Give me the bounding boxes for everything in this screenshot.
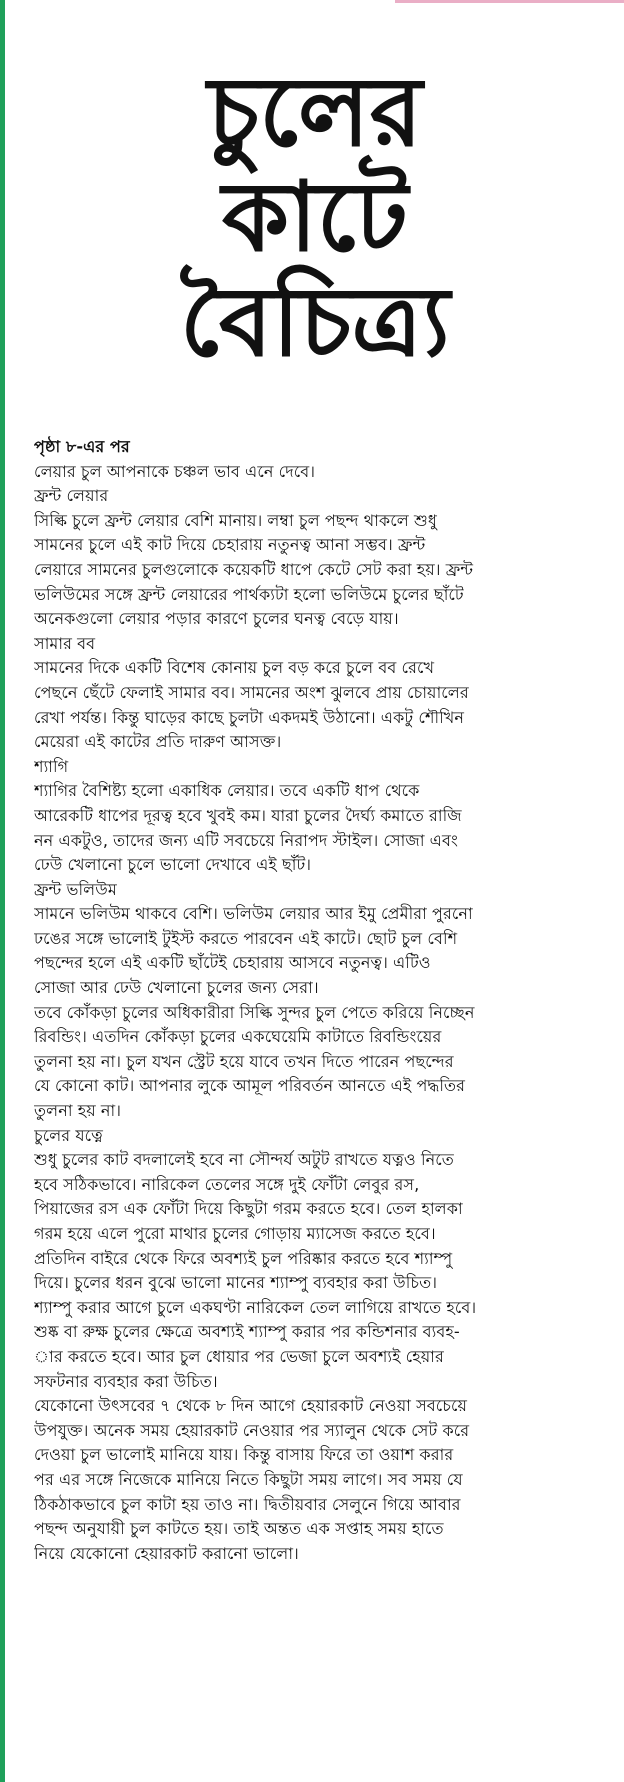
article-line: সামনে ভলিউম থাকবে বেশি। ভলিউম লেয়ার আর ইমু প্রেমীরা পুরনো [34,904,473,924]
article-line: সোজা আর ঢেউ খেলানো চুলের জন্য সেরা। [34,978,319,998]
article-line: পছন্দের হলে এই একটি ছাঁটেই চেহারায় আসবে নতুনত্ব। এটিও [34,953,431,973]
section-heading: ফ্রন্ট ভলিউম [34,879,117,899]
article-line: ঢঙের সঙ্গে ভালোই টুইস্ট করতে পারবেন এই কাটে। ছোট চুল বেশি [34,928,458,948]
article-line: রিবন্ডিং। এতদিন কোঁকড়া চুলের একঘেয়েমি কাটাতে রিবন্ডিংয়ের [34,1027,442,1047]
article-line: গরম হয়ে এলে পুরো মাথার চুলের গোড়ায় ম্যাসেজ করতে হবে। [34,1224,436,1243]
article-line: পছন্দ অনুযায়ী চুল কাটতে হয়। তাই অন্তত এক সপ্তাহ সময় হাতে [34,1519,444,1539]
article-line: শুষ্ক বা রুক্ষ চুলের ক্ষেত্রে অবশ্যই শ্যাম্পু করার পর কন্ডিশনার ব্যবহ- [34,1322,460,1342]
article-line: শ্যাম্পু করার আগে চুলে একঘণ্টা নারিকেল তেল লাগিয়ে রাখতে হবে। [34,1297,477,1317]
article-line: পিয়াজের রস এক ফোঁটা দিয়ে কিছুটা গরম করতে হবে। তেল হালকা [34,1199,463,1219]
top-accent-bar [395,0,624,3]
article-line: দেওয়া চুল ভালোই মানিয়ে যায়। কিন্তু বাসায় ফিরে তা ওয়াশ করার [34,1445,454,1465]
article-line: মেয়েরা এই কাটের প্রতি দারুণ আসক্ত। [34,732,282,752]
article-line: তবে কোঁকড়া চুলের অধিকারীরা সিল্কি সুন্দর চুল পেতে করিয়ে নিচ্ছেন [34,1002,475,1022]
section-heading: সামার বব [34,633,96,653]
left-margin-rule [0,0,5,1782]
article-line: ার করতে হবে। আর চুল ধোয়ার পর ভেজা চুলে অবশ্যই হেয়ার [34,1346,444,1366]
continued-from-note: পৃষ্ঠা ৮-এর পর [34,437,130,456]
article-line: তুলনা হয় না। চুল যখন স্ট্রেট হয়ে যাবে তখন দিতে পারেন পছন্দের [34,1051,454,1071]
headline [150,56,480,378]
article-line: শুধু চুলের কাট বদলালেই হবে না সৌন্দর্য অটুট রাখতে যত্নও নিতে [34,1150,454,1170]
article-line: পেছনে ছেঁটে ফেলাই সামার বব। সামনের অংশ ঝুলবে প্রায় চোয়ালের [34,682,469,702]
section-heading: ফ্রন্ট লেয়ার [34,486,109,506]
headline-line-1: চুলের [207,56,423,168]
section-heading: শ্যাগি [34,756,69,776]
article-line: সফটনার ব্যবহার করা উচিত। [34,1371,218,1391]
article-line: ঠিকঠাকভাবে চুল কাটা হয় তাও না। দ্বিতীয়বার সেলুনে গিয়ে আবার [34,1494,461,1514]
headline-line-3: বৈচিত্র্য [180,266,450,378]
article-line: ঢেউ খেলানো চুলে ভালো দেখাবে এই ছাঁট। [34,855,312,875]
article-line: অনেকগুলো লেয়ার পড়ার কারণে চুলের ঘনত্ব বেড়ে যায়। [34,609,399,629]
article-line: উপযুক্ত। অনেক সময় হেয়ারকাট নেওয়ার পর স্যালুন থেকে সেট করে [34,1420,470,1440]
article-line: সামনের চুলে এই কাট দিয়ে চেহারায় নতুনত্ব আনা সম্ভব। ফ্রন্ট [34,535,426,555]
article-line: নন একটুও, তাদের জন্য এটি সবচেয়ে নিরাপদ স্টাইল। সোজা এবং [34,830,458,850]
article-line: প্রতিদিন বাইরে থেকে ফিরে অবশ্যই চুল পরিষ্কার করতে হবে শ্যাম্পু [34,1248,453,1268]
article-line: শ্যাগির বৈশিষ্ট্য হলো একাধিক লেয়ার। তবে একটি ধাপ থেকে [34,781,420,801]
article-line: নিয়ে যেকোনো হেয়ারকাট করানো ভালো। [34,1543,299,1563]
article-line: রেখা পর্যন্ত। কিন্তু ঘাড়ের কাছে চুলটা একদমই উঠানো। একটু শৌখিন [34,707,465,727]
article-line: লেয়ার চুল আপনাকে চঞ্চল ভাব এনে দেবে। [34,461,316,481]
article-line: হবে সঠিকভাবে। নারিকেল তেলের সঙ্গে দুই ফোঁটা লেবুর রস, [34,1174,420,1194]
article-line: আরেকটি ধাপের দূরত্ব হবে খুবই কম। যারা চুলের দৈর্ঘ্য কমাতে রাজি [34,805,462,825]
article-line: সামনের দিকে একটি বিশেষ কোনায় চুল বড় করে চুলে বব রেখে [34,658,435,678]
article-line: তুলনা হয় না। [34,1101,122,1121]
article-line: ভলিউমের সঙ্গে ফ্রন্ট লেয়ারের পার্থক্যটা হলো ভলিউমে চুলের ছাঁটে [34,584,464,604]
article-line: সিল্কি চুলে ফ্রন্ট লেয়ার বেশি মানায়। লম্বা চুল পছন্দ থাকলে শুধু [34,510,437,530]
article-line: দিয়ে। চুলের ধরন বুঝে ভালো মানের শ্যাম্পু ব্যবহার করা উচিত। [34,1273,438,1293]
article-body [34,435,612,1566]
headline-line-2: কাটে [222,161,408,273]
article-line: যে কোনো কাট। আপনার লুকে আমূল পরিবর্তন আনতে এই পদ্ধতির [34,1076,466,1096]
article-line: যেকোনো উৎসবের ৭ থেকে ৮ দিন আগে হেয়ারকাট নেওয়া সবচেয়ে [34,1396,468,1416]
article-line: পর এর সঙ্গে নিজেকে মানিয়ে নিতে কিছুটা সময় লাগে। সব সময় যে [34,1469,463,1489]
article-line: লেয়ারে সামনের চুলগুলোকে কয়েকটি ধাপে কেটে সেট করা হয়। ফ্রন্ট [34,559,474,579]
section-heading: চুলের যত্নে [34,1125,104,1145]
